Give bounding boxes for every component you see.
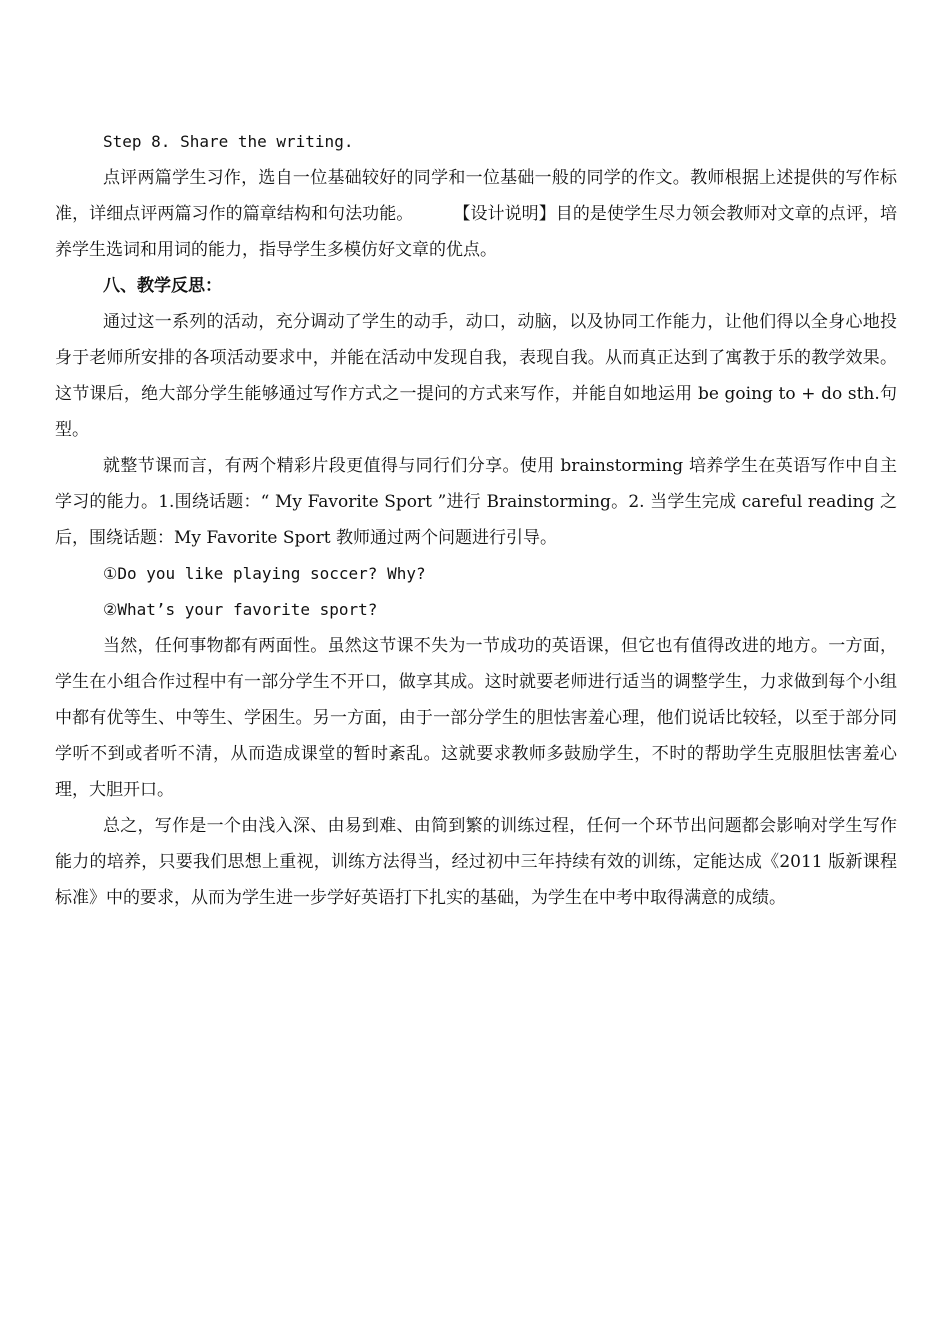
design-note: 【设计说明】目的是使学生尽力领会教师对文章的点评，培养学生选词和用词的能力，指导学生多模仿好文章的优点。 [55,204,898,260]
paragraph-improvements: 当然，任何事物都有两面性。虽然这节课不失为一节成功的英语课，但它也有值得改进的地方。一方面，学生在小组合作过程中有一部分学生不开口，做享其成。这时就要老师进行适当的调整学生，力求做到每个小组中都有优等生、中等生、学困生。另一方面，由于一部分学生的胆怯害羞心理，他们说话比较轻，以至于部分同学听不到或者听不清，从而造成课堂的暂时紊乱。这就要求教师多鼓励学生，不时的帮助学生克服胆怯害羞心理，大胆开口。 [55,636,897,800]
document-page [55,124,897,916]
review-text: 点评两篇学生习作，选自一位基础较好的同学和一位基础一般的同学的作文。教师根据上述提供的写作标准，详细点评两篇习作的篇章结构和句法功能。 [55,168,897,224]
paragraph-review [55,160,897,268]
step-8-line: Step 8. Share the writing. [103,132,354,151]
paragraph-activities: 通过这一系列的活动，充分调动了学生的动手，动口，动脑，以及协同工作能力，让他们得以全身心地投身于老师所安排的各项活动要求中，并能在活动中发现自我，表现自我。从而真正达到了寓教于乐的教学效果。这节课后，绝大部分学生能够通过写作方式之一提问的方式来写作，并能自如地运用 be going to + do sth.句型。 [55,312,897,440]
section-heading-reflection: 八、教学反思： [103,276,222,296]
paragraph-highlights: 就整节课而言，有两个精彩片段更值得与同行们分享。使用 brainstorming 培养学生在英语写作中自主学习的能力。1.围绕话题：“ My Favorite Sport ”进行 Brainstorming。2. 当学生完成 careful reading 之后，围绕话题：My Favorite Sport 教师通过两个问题进行引导。 [55,456,897,548]
paragraph-conclusion: 总之，写作是一个由浅入深、由易到难、由简到繁的训练过程，任何一个环节出问题都会影响对学生写作能力的培养，只要我们思想上重视，训练方法得当，经过初中三年持续有效的训练，定能达成《2011 版新课程标准》中的要求，从而为学生进一步学好英语打下扎实的基础，为学生在中考中取得满意的成绩。 [55,816,897,908]
question-1: ①Do you like playing soccer? Why? [103,564,426,583]
question-2: ②What’s your favorite sport? [103,600,378,619]
